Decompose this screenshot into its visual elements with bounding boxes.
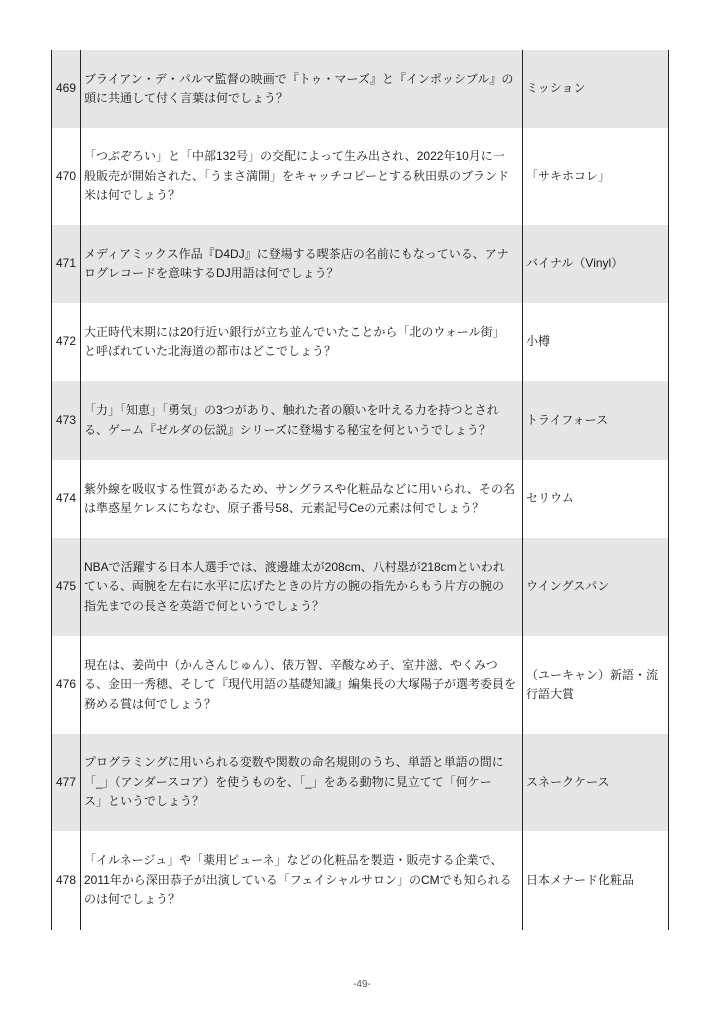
question-line: NBAで活躍する日本人選手では、渡邊雄太が208cm、八村塁が218cmといわれ (84, 559, 505, 574)
question-cell (80, 303, 522, 381)
question-line: る、金田一秀穂、そして『現代用語の基礎知識』編集長の大塚陽子が選考委員を (84, 677, 517, 692)
question-number: 473 (51, 381, 80, 460)
quiz-row (51, 831, 669, 930)
question-line: ている、両腕を左右に水平に広げたときの片方の腕の指先からもう片方の腕の (84, 579, 505, 594)
question-number: 472 (51, 303, 80, 381)
question-line: 「イルネージュ」や「薬用ピューネ」などの化粧品を製造・販売する企業で、 (84, 853, 503, 868)
question-line: は準惑星ケレスにちなむ、原子番号58、元素記号Ceの元素は何でしょう？ (84, 501, 485, 515)
question-cell (80, 636, 522, 734)
quiz-row (51, 381, 669, 460)
question-cell (80, 538, 522, 636)
question-cell (80, 381, 522, 460)
question-cell (80, 128, 522, 225)
question-line: 「力」「知恵」「勇気」の3つがあり、触れた者の願いを叶える力を持つとされ (84, 403, 499, 417)
quiz-row (51, 50, 669, 128)
question-line: のは何でしょう？ (84, 892, 181, 907)
answer-cell: トライフォース (522, 381, 669, 460)
question-line: 紫外線を吸収する性質があるため、サングラスや化粧品などに用いられ、その名 (84, 481, 516, 496)
question-cell (80, 734, 522, 831)
page-number: -49- (353, 979, 371, 990)
question-cell (80, 225, 522, 303)
question-number: 477 (51, 734, 80, 831)
question-cell (80, 831, 522, 930)
question-number: 470 (51, 128, 80, 225)
question-line: 現在は、姜尚中（かんさんじゅん）、俵万智、辛酸なめ子、室井滋、やくみつ (84, 657, 498, 672)
answer-cell: ミッション (522, 50, 669, 128)
question-number: 475 (51, 538, 80, 636)
answer-cell: 小樽 (522, 303, 669, 381)
question-line: プログラミングに用いられる変数や関数の命名規則のうち、単語と単語の間に (84, 755, 504, 770)
question-line: と呼ばれていた北海道の都市はどこでしょう？ (84, 344, 337, 358)
question-cell (80, 460, 522, 538)
question-cell (80, 50, 522, 128)
question-line: る、ゲーム『ゼルダの伝説』シリーズに登場する秘宝を何というでしょう？ (84, 422, 491, 437)
answer-cell: 「サキホコレ」 (522, 128, 669, 225)
question-line: ログレコードを意味するDJ用語は何でしょう？ (84, 266, 339, 280)
quiz-row (51, 460, 669, 538)
question-number: 474 (51, 460, 80, 538)
question-number: 471 (51, 225, 80, 303)
question-number: 469 (51, 50, 80, 128)
question-line: メディアミックス作品『D4DJ』に登場する喫茶店の名前にもなっている、アナ (84, 246, 509, 261)
question-line: ブライアン・デ・パルマ監督の映画で『トゥ・マーズ』と『インポッシブル』の (84, 71, 514, 86)
answer-cell: セリウム (522, 460, 669, 538)
answer-cell: 日本メナード化粧品 (522, 831, 669, 930)
quiz-row (51, 225, 669, 303)
question-line: 「つぶぞろい」と「中部132号」の交配によって生み出され、2022年10月に一 (84, 149, 505, 164)
quiz-table (51, 50, 669, 930)
question-line: 指先までの長さを英語で何というでしょう？ (84, 598, 325, 613)
question-number: 478 (51, 831, 80, 930)
question-number: 476 (51, 636, 80, 734)
quiz-row (51, 303, 669, 381)
quiz-row (51, 636, 669, 734)
answer-cell: バイナル（Vinyl） (522, 225, 669, 303)
quiz-row (51, 538, 669, 636)
question-line: 務める賞は何でしょう？ (84, 696, 217, 711)
answer-cell: （ユーキャン）新語・流行語大賞 (522, 636, 669, 734)
question-line: 「_」（アンダースコア）を使うものを、「_」をある動物に見立てて「何ケー (84, 774, 492, 789)
question-line: 頭に共通して付く言葉は何でしょう？ (84, 91, 289, 105)
question-line: 般販売が開始された、「うまさ満開」をキャッチコピーとする秋田県のブランド (84, 168, 510, 183)
answer-cell: ウイングスパン (522, 538, 669, 636)
answer-cell: スネークケース (522, 734, 669, 831)
quiz-row (51, 128, 669, 225)
question-line: 米は何でしょう？ (84, 188, 181, 203)
question-line: ス」というでしょう？ (84, 794, 205, 809)
quiz-row (51, 734, 669, 831)
question-line: 2011年から深田恭子が出演している「フェイシャルサロン」のCMでも知られる (84, 872, 512, 887)
question-line: 大正時代末期には20行近い銀行が立ち並んでいたことから「北のウォール街」 (84, 324, 505, 339)
